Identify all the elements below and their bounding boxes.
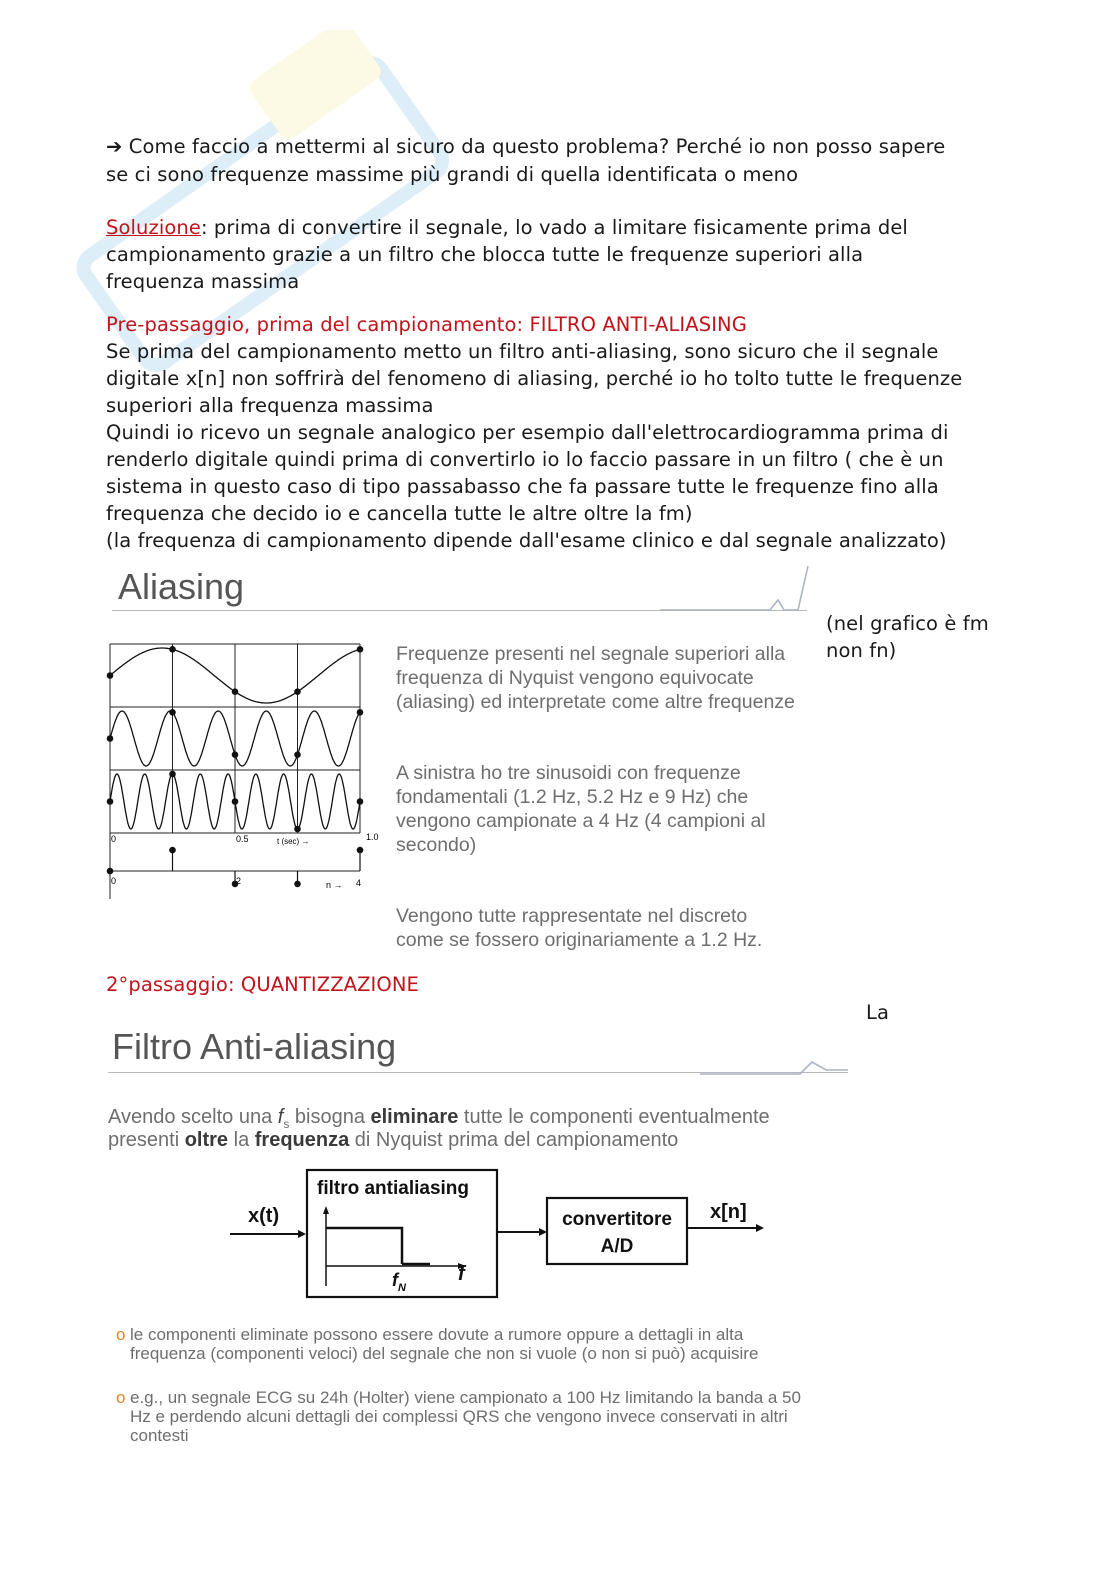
step2-heading: 2°passaggio: QUANTIZZAZIONE [106, 973, 419, 996]
aliasing-plot [104, 640, 384, 910]
bullet-marker-icon: o [116, 1388, 126, 1407]
filter-intro-line-2: presenti oltre la frequenza di Nyquist prima del campionamento [108, 1129, 679, 1151]
filter-bullet-2-line: Hz e perdendo alcuni dettagli dei complessi QRS che vengono invece conservati in altri [130, 1407, 788, 1426]
filter-bullet-2-line: contesti [130, 1426, 189, 1445]
arrow-icon: ➔ [106, 135, 123, 158]
solution-line-3: frequenza massima [106, 270, 300, 293]
aliasing-para2-line: A sinistra ho tre sinusoidi con frequenze [396, 762, 741, 784]
intro-line-2: se ci sono frequenze massime più grandi di quella identificata o meno [106, 163, 799, 186]
n-tick-2: 2 [236, 876, 242, 886]
n-axis-label: n → [326, 880, 343, 890]
aliasing-para3-line: Vengono tutte rappresentate nel discreto [396, 905, 748, 927]
prestep-line: (la frequenza di campionamento dipende dall'esame clinico e dal segnale analizzato) [106, 529, 947, 552]
sample-point [357, 646, 364, 653]
discrete-sample [169, 847, 176, 854]
sample-point [169, 709, 176, 716]
prestep-line: digitale x[n] non soffrirà del fenomeno di aliasing, perché io ho tolto tutte le frequenze [106, 367, 963, 390]
discrete-sample [294, 881, 301, 888]
aliasing-slide-title: Aliasing [118, 566, 245, 607]
aliasing-side-note-2: non fn) [826, 639, 897, 662]
solution-text-1: : prima di convertire il segnale, lo vado a limitare fisicamente prima del [200, 216, 908, 239]
filter-bullet-2-line: e.g., un segnale ECG su 24h (Holter) viene campionato a 100 Hz limitando la banda a 50 [130, 1388, 801, 1407]
aliasing-para1-line: (aliasing) ed interpretate come altre frequenze [396, 691, 795, 713]
sample-point [169, 771, 176, 778]
step2-stray-text: La [866, 1001, 890, 1024]
converter-label-2: A/D [600, 1236, 634, 1257]
discrete-sample [357, 847, 364, 854]
aliasing-para2-line: secondo) [396, 834, 477, 856]
aliasing-para1-line: Frequenze presenti nel segnale superiori alla [396, 643, 786, 665]
sample-point [294, 751, 301, 758]
n-tick-4: 4 [356, 878, 362, 888]
sample-point [357, 798, 364, 805]
aliasing-para2-line: vengono campionate a 4 Hz (4 campioni al [396, 810, 766, 832]
prestep-line: Se prima del campionamento metto un filtro anti-aliasing, sono sicuro che il segnale [106, 340, 939, 363]
slide-decoration-icon [700, 1048, 850, 1088]
filter-bullet-2 [116, 1388, 860, 1445]
t-tick-0: 0 [111, 834, 117, 844]
filter-bullet-1-line: le componenti eliminate possono essere dovute a rumore oppure a dettagli in alta [130, 1325, 744, 1344]
prestep-line: renderlo digitale quindi prima di convertirlo io lo faccio passare in un filtro ( che è un [106, 448, 944, 471]
t-axis-label: t (sec) → [277, 837, 310, 846]
intro-line-1 [106, 133, 1006, 160]
sample-point [294, 688, 301, 695]
prestep-line: frequenza che decido io e cancella tutte le altre oltre la fm) [106, 502, 693, 525]
aliasing-para3-line: come se fossero originariamente a 1.2 Hz. [396, 929, 763, 951]
output-signal-label: x[n] [710, 1201, 747, 1223]
filter-block-label: filtro antialiasing [317, 1178, 470, 1199]
sample-point [232, 751, 239, 758]
filter-bullet-1-line: frequenza (componenti veloci) del segnale che non si vuole (o non si può) acquisire [130, 1344, 759, 1363]
solution-line-1 [106, 214, 1006, 241]
sample-point [107, 672, 114, 679]
input-signal-label: x(t) [248, 1205, 280, 1227]
sample-point [232, 798, 239, 805]
aliasing-side-note-1: (nel grafico è fm [826, 612, 989, 635]
converter-label-1: convertitore [562, 1209, 672, 1230]
filter-slide-title: Filtro Anti-aliasing [112, 1026, 397, 1067]
aliasing-para1-line: frequenza di Nyquist vengono equivocate [396, 667, 754, 689]
solution-line-2: campionamento grazie a un filtro che blocca tutte le frequenze superiori alla [106, 243, 864, 266]
sample-point [107, 735, 114, 742]
discrete-sample [107, 868, 114, 875]
sample-point [232, 688, 239, 695]
solution-label: Soluzione [106, 216, 201, 239]
t-tick-05: 0.5 [236, 834, 249, 844]
sample-point [169, 646, 176, 653]
prestep-line: sistema in questo caso di tipo passabasso che fa passare tutte le frequenze fino alla [106, 475, 939, 498]
t-tick-1: 1.0 [366, 832, 379, 842]
intro-text-1: Come faccio a mettermi al sicuro da questo problema? Perché io non posso sapere [128, 135, 946, 158]
prestep-line: Quindi io ricevo un segnale analogico per esempio dall'elettrocardiogramma prima di [106, 421, 949, 444]
prestep-line: superiori alla frequenza massima [106, 394, 434, 417]
slide-decoration-icon [660, 566, 820, 626]
sample-point [357, 709, 364, 716]
fN-label: $f_N$ [392, 1270, 406, 1294]
filter-intro-line-1: Avendo scelto una $f_s$ bisogna eliminare tutte le componenti eventualmente [108, 1106, 770, 1131]
prestep-heading: Pre-passaggio, prima del campionamento: FILTRO ANTI-ALIASING [106, 313, 747, 336]
bullet-marker-icon: o [116, 1325, 126, 1344]
aliasing-para2-line: fondamentali (1.2 Hz, 5.2 Hz e 9 Hz) che [396, 786, 749, 808]
filter-bullet-1 [116, 1325, 850, 1363]
frequency-axis-label: f [458, 1263, 465, 1285]
sample-point [107, 798, 114, 805]
anti-aliasing-block-diagram [220, 1162, 780, 1312]
sample-point [294, 826, 301, 833]
n-tick-0: 0 [111, 876, 117, 886]
